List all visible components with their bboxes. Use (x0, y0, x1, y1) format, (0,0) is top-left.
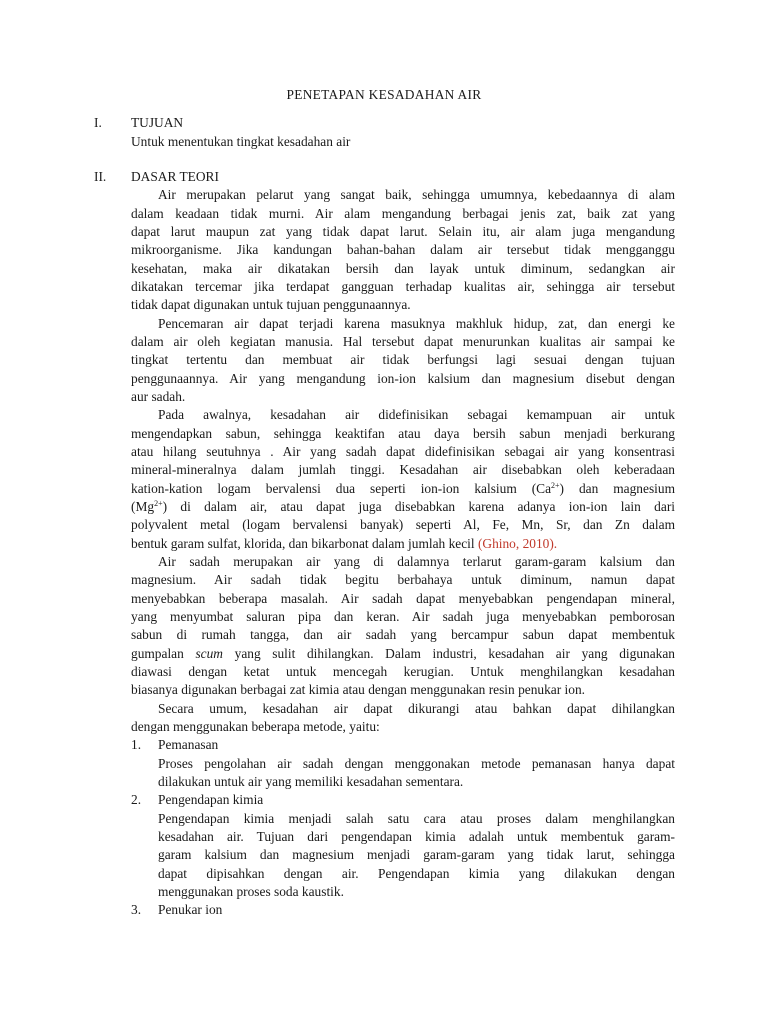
paragraph-line: diawasi dengan ketat untuk mencegah kerugian. Untuk menghilangkan kesadahan (131, 664, 675, 679)
document-title: PENETAPAN KESADAHAN AIR (286, 87, 482, 102)
section-1-number: I. (94, 115, 102, 130)
paragraph-line: mikroorganisme. Jika kandungan bahan-bahan dalam air tersebut tidak mengganggu (131, 242, 675, 257)
paragraph-line: yang menyumbat saluran pipa dan keran. Air sadah juga menyebabkan pemborosan (131, 609, 675, 624)
list-item-heading: Pengendapan kimia (158, 792, 264, 807)
section-1-text: Untuk menentukan tingkat kesadahan air (131, 134, 351, 149)
list-item-line: dilakukan untuk air yang memiliki kesadahan sementara. (158, 774, 464, 789)
paragraph-line: dapat larut maupun zat yang tidak dapat larut. Selain itu, air alam juga mengandung (131, 224, 675, 239)
text-run: gumpalan (131, 646, 196, 661)
section-2-heading: DASAR TEORI (131, 169, 219, 184)
paragraph-line: Secara umum, kesadahan air dapat dikurangi atau bahkan dapat dihilangkan (158, 701, 675, 716)
paragraph-line: Pencemaran air dapat terjadi karena masuknya makhluk hidup, zat, dan energi ke (158, 316, 675, 331)
italic-term: scum (195, 646, 223, 661)
text-run: ) di dalam air, atau dapat juga disebabkan karena adanya ion-ion lain dari (162, 499, 675, 514)
paragraph-line: dalam keadaan tidak murni. Air alam mengandung berbagai jenis zat, baik zat yang (131, 206, 675, 221)
text-run: (Mg (131, 499, 155, 514)
paragraph-line (131, 646, 675, 662)
text-run: ) dan magnesium (559, 481, 675, 496)
paragraph-line: dikatakan tercemar jika terdapat gangguan terhadap kualitas air, sehingga air tersebut (131, 279, 675, 294)
paragraph-line: biasanya digunakan berbagai zat kimia atau dengan menggunakan resin penukar ion. (131, 682, 585, 697)
paragraph-line: dengan menggunakan beberapa metode, yaitu: (131, 719, 380, 734)
paragraph-line: polyvalent metal (logam bervalensi banyak) seperti Al, Fe, Mn, Sr, dan Zn dalam (131, 517, 675, 532)
list-number: 3. (131, 902, 142, 917)
paragraph-line: mengendapkan sabun, sehingga keaktifan atau daya bersih sabun menjadi berkurang (131, 426, 675, 441)
text-run: yang sulit dihilangkan. Dalam industri, kesadahan air yang digunakan (222, 646, 676, 661)
text-run: bentuk garam sulfat, klorida, dan bikarbonat dalam jumlah kecil (131, 536, 478, 551)
section-2-number: II. (94, 169, 107, 184)
paragraph-line: Pada awalnya, kesadahan air didefinisikan sebagai kemampuan air untuk (158, 407, 675, 422)
paragraph-line: Air sadah merupakan air yang di dalamnya terlarut garam-garam kalsium dan (158, 554, 675, 569)
paragraph-line (131, 499, 675, 515)
superscript: 2+ (154, 499, 163, 508)
list-item-heading: Pemanasan (158, 737, 219, 752)
paragraph-line: tidak dapat digunakan untuk tujuan penggunaannya. (131, 297, 411, 312)
list-item-heading: Penukar ion (158, 902, 223, 917)
paragraph-line (131, 481, 675, 497)
list-number: 1. (131, 737, 142, 752)
text-run: kation-kation logam bervalensi dua seperti ion-ion kalsium (Ca (131, 481, 552, 496)
citation-link[interactable]: (Ghino, 2010). (477, 536, 558, 551)
list-number: 2. (131, 792, 142, 807)
superscript: 2+ (551, 481, 560, 490)
paragraph-line: kesehatan, maka air dikatakan bersih dan layak untuk diminum, sedangkan air (131, 261, 675, 276)
paragraph-line: sabun di rumah tangga, dan air sadah yang bercampur sabun dapat membentuk (131, 627, 675, 642)
paragraph-line (131, 536, 557, 552)
paragraph-line: Air merupakan pelarut yang sangat baik, sehingga umumnya, kebedaannya di alam (158, 187, 675, 202)
list-item-line: kesadahan air. Tujuan dari pengendapan kimia adalah untuk membentuk garam- (158, 829, 675, 844)
list-item-line: garam kalsium dan magnesium menjadi garam-garam yang tidak larut, sehingga (158, 847, 675, 862)
paragraph-line: mineral-mineralnya dalam jumlah tinggi. Kesadahan air disebabkan oleh keberadaan (131, 462, 675, 477)
paragraph-line: aur sadah. (131, 389, 186, 404)
list-item-line: dapat dipisahkan dengan air. Pengendapan kimia yang dilakukan dengan (158, 866, 675, 881)
section-1-heading: TUJUAN (131, 115, 184, 130)
list-item-line: Pengendapan kimia menjadi salah satu cara atau proses dalam menghilangkan (158, 811, 675, 826)
paragraph-line: penggunaannya. Air yang mengandung ion-ion kalsium dan magnesium disebut dengan (131, 371, 675, 386)
paragraph-line: menyebabkan beberapa masalah. Air sadah dapat menyebabkan pengendapan mineral, (131, 591, 675, 606)
paragraph-line: atau hilang seutuhnya . Air yang sadah dapat didefinisikan sebagai air yang konsentrasi (131, 444, 675, 459)
paragraph-line: magnesium. Air sadah tidak begitu berbahaya untuk diminum, namun dapat (131, 572, 675, 587)
list-item-line: menggunakan proses soda kaustik. (158, 884, 344, 899)
paragraph-line: tingkat tertentu dan membuat air tidak berfungsi lagi sesuai dengan tujuan (131, 352, 675, 367)
paragraph-line: dalam air oleh kegiatan manusia. Hal tersebut dapat menurunkan kualitas air sampai ke (131, 334, 675, 349)
list-item-line: Proses pengolahan air sadah dengan menggonakan metode pemanasan hanya dapat (158, 756, 675, 771)
